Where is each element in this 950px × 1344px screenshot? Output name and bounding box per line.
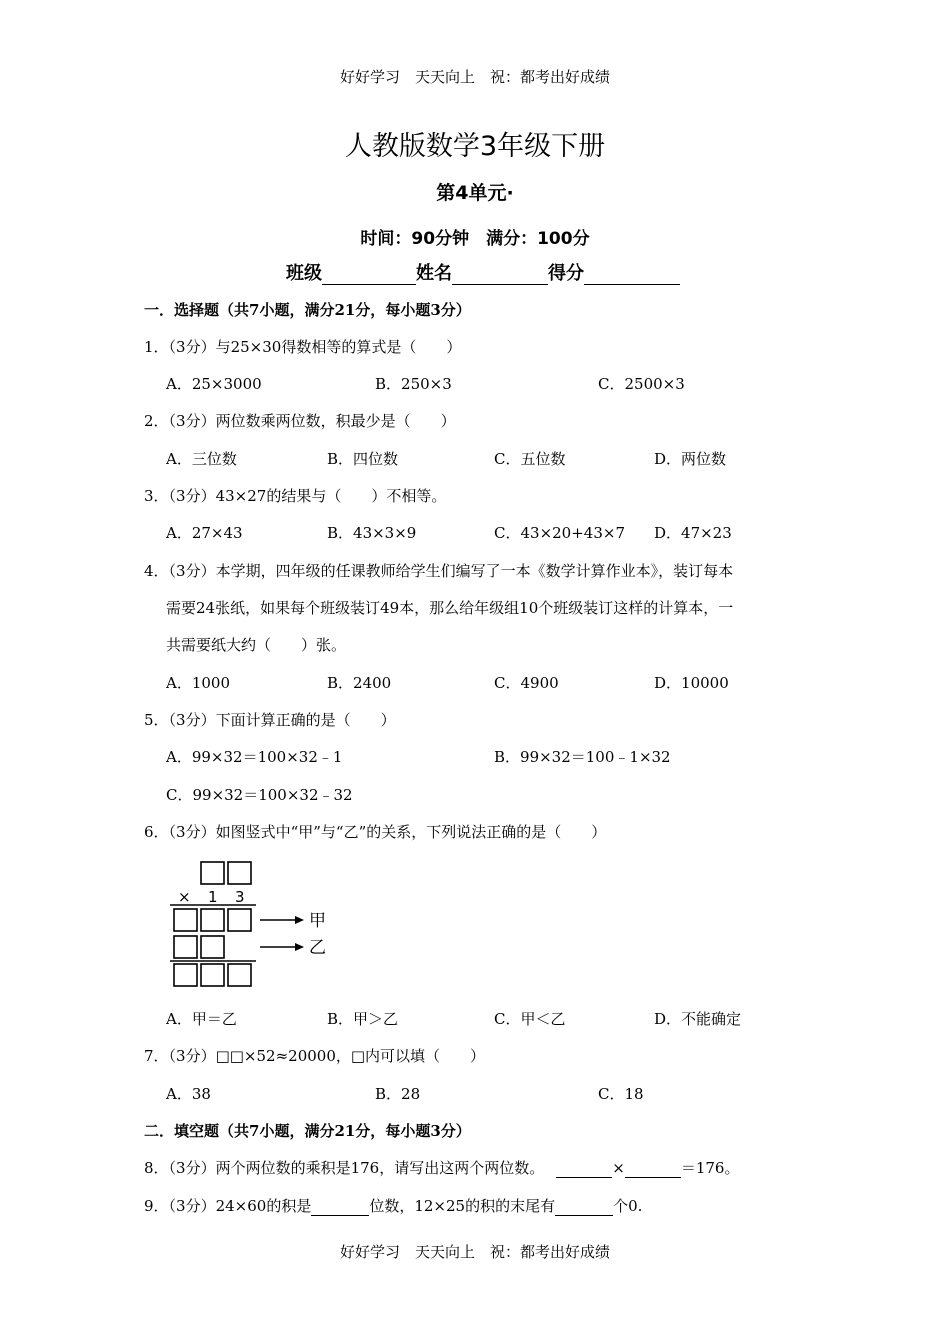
q1-option-b[interactable]: B．250×3 — [375, 375, 452, 393]
box-top-2 — [228, 862, 251, 884]
page-header: 好好学习 天天向上 祝：都考出好成绩 — [339, 68, 610, 86]
box-jia-2 — [201, 909, 224, 931]
box-jia-3 — [228, 909, 251, 931]
q2-option-d[interactable]: D．两位数 — [654, 450, 727, 468]
q2-option-b[interactable]: B．四位数 — [327, 450, 399, 468]
box-product-2 — [201, 964, 224, 986]
question-3: 3．（3分）43×27的结果与（ ）不相等。 — [144, 487, 447, 505]
q4-option-b[interactable]: B．2400 — [327, 674, 392, 692]
question-9 — [144, 1195, 642, 1216]
vertical-multiplication-figure — [168, 858, 338, 990]
question-6: 6．（3分）如图竖式中“甲”与“乙”的关系，下列说法正确的是（ ） — [144, 823, 607, 841]
q3-option-d[interactable]: D．47×23 — [654, 524, 732, 542]
digit-1: 1 — [208, 888, 218, 906]
q5-option-a[interactable]: A．99×32＝100×32﹣1 — [166, 748, 343, 766]
q6-option-d[interactable]: D．不能确定 — [654, 1010, 742, 1028]
q9-blank-1[interactable] — [311, 1215, 369, 1216]
section-heading-choice: 一．选择题（共7小题，满分21分，每小题3分） — [144, 301, 471, 319]
q4-option-c[interactable]: C．4900 — [494, 674, 559, 692]
section-heading-fill: 二．填空题（共7小题，满分21分，每小题3分） — [144, 1122, 471, 1140]
q8-blank-2[interactable] — [625, 1177, 681, 1178]
q5-option-b[interactable]: B．99×32＝100﹣1×32 — [494, 748, 671, 766]
q7-option-a[interactable]: A．38 — [166, 1085, 211, 1103]
page-title: 人教版数学3年级下册 — [344, 131, 606, 162]
box-jia-1 — [174, 909, 197, 931]
time-info: 时间：90分钟 满分：100分 — [360, 229, 590, 249]
label-yi: 乙 — [309, 938, 326, 958]
q8-text: 8．（3分）两个两位数的乘积是176，请写出这两个两位数。 — [144, 1159, 545, 1177]
score-label: 得分 — [548, 263, 584, 284]
q1-option-a[interactable]: A．25×3000 — [166, 375, 262, 393]
question-5: 5．（3分）下面计算正确的是（ ） — [144, 711, 396, 729]
q6-option-b[interactable]: B．甲＞乙 — [327, 1010, 399, 1028]
q1-option-c[interactable]: C．2500×3 — [598, 375, 685, 393]
q5-option-c[interactable]: C．99×32＝100×32﹣32 — [166, 786, 353, 804]
q9-blank-2[interactable] — [555, 1215, 613, 1216]
question-2: 2．（3分）两位数乘两位数，积最少是（ ） — [144, 412, 456, 430]
q2-option-a[interactable]: A．三位数 — [166, 450, 237, 468]
name-label: 姓名 — [416, 263, 452, 284]
box-product-3 — [228, 964, 251, 986]
q9-text-a: 9．（3分）24×60的积是 — [144, 1197, 312, 1215]
times-sign: × — [178, 888, 191, 906]
unit-title: 第4单元· — [436, 182, 514, 204]
digit-3: 3 — [235, 888, 245, 906]
q4-option-a[interactable]: A．1000 — [166, 674, 231, 692]
score-blank[interactable] — [584, 284, 680, 285]
class-label: 班级 — [286, 263, 322, 284]
student-info — [286, 259, 680, 285]
question-1: 1．（3分）与25×30得数相等的算式是（ ） — [144, 338, 462, 356]
q8-equals: ＝176。 — [680, 1159, 740, 1177]
box-top-1 — [201, 862, 224, 884]
q4-option-d[interactable]: D．10000 — [654, 674, 729, 692]
class-blank[interactable] — [322, 284, 416, 285]
page-footer: 好好学习 天天向上 祝：都考出好成绩 — [339, 1243, 610, 1261]
q8-blank-1[interactable] — [556, 1177, 612, 1178]
question-4-line-3: 共需要纸大约（ ）张。 — [166, 636, 347, 654]
question-4-line-2: 需要24张纸，如果每个班级装订49本，那么给年级组10个班级装订这样的计算本，一 — [166, 599, 734, 617]
q6-option-a[interactable]: A．甲＝乙 — [166, 1010, 237, 1028]
question-8 — [144, 1157, 739, 1178]
q7-option-b[interactable]: B．28 — [375, 1085, 421, 1103]
q3-option-b[interactable]: B．43×3×9 — [327, 524, 417, 542]
q9-text-c: 个0. — [613, 1197, 643, 1215]
question-7: 7．（3分）□□×52≈20000，□内可以填（ ） — [144, 1047, 486, 1065]
label-jia: 甲 — [309, 911, 326, 931]
name-blank[interactable] — [452, 284, 548, 285]
q2-option-c[interactable]: C．五位数 — [494, 450, 566, 468]
box-yi-2 — [201, 936, 224, 958]
question-4-line-1: 4．（3分）本学期，四年级的任课教师给学生们编写了一本《数学计算作业本》，装订每本 — [144, 562, 734, 580]
q8-times: × — [612, 1159, 625, 1177]
q6-option-c[interactable]: C．甲＜乙 — [494, 1010, 566, 1028]
q3-option-c[interactable]: C．43×20+43×7 — [494, 524, 625, 542]
q3-option-a[interactable]: A．27×43 — [166, 524, 243, 542]
q9-text-b: 位数，12×25的积的末尾有 — [369, 1197, 556, 1215]
box-yi-1 — [174, 936, 197, 958]
box-product-1 — [174, 964, 197, 986]
q7-option-c[interactable]: C．18 — [598, 1085, 644, 1103]
